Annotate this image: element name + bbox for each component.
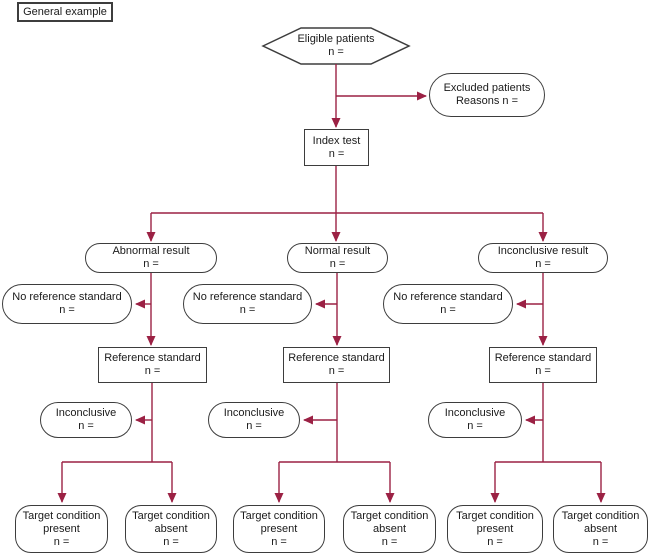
- node-qualifier: absent: [583, 522, 618, 535]
- node-n: n =: [329, 258, 346, 270]
- reference-standard-abnormal-node: [98, 347, 207, 383]
- inconclusive-result-node: [478, 243, 608, 273]
- node-n: n =: [328, 365, 345, 377]
- node-n: n =: [381, 535, 398, 548]
- node-label: Reference standard: [288, 352, 385, 364]
- node-n: n =: [59, 304, 75, 316]
- node-n: n =: [535, 258, 551, 270]
- no-reference-standard-abnormal-node: [2, 284, 132, 324]
- node-label: Reference standard: [494, 352, 592, 364]
- node-n: n =: [271, 535, 287, 548]
- node-n: n =: [144, 365, 161, 377]
- node-label: Inconclusive result: [497, 245, 589, 257]
- node-n: n =: [592, 535, 609, 548]
- target-present-abnormal-node: [15, 505, 108, 553]
- node-n: n =: [53, 535, 70, 548]
- node-n: n =: [440, 304, 456, 316]
- node-label: Excluded patients: [443, 82, 531, 94]
- node-label: Reference standard: [104, 352, 201, 364]
- inconclusive-inconclusive-node: [428, 402, 522, 438]
- node-label: Inconclusive: [55, 407, 117, 419]
- target-present-inconclusive-node: [447, 505, 543, 553]
- node-label: Abnormal result: [112, 245, 190, 257]
- node-n: n =: [78, 420, 94, 432]
- inconclusive-normal-node: [208, 402, 300, 438]
- node-label: No reference standard: [393, 291, 503, 303]
- node-n: n =: [246, 420, 262, 432]
- node-label: No reference standard: [192, 291, 303, 303]
- target-present-normal-node: [233, 505, 325, 553]
- node-label: Inconclusive: [223, 407, 285, 419]
- node-qualifier: absent: [372, 522, 407, 535]
- node-label: Target condition: [240, 509, 318, 522]
- node-n: n =: [328, 46, 344, 58]
- no-reference-standard-inconclusive-node: [383, 284, 513, 324]
- node-n: n =: [239, 304, 256, 316]
- eligible-patients-node: [263, 29, 409, 63]
- index-test-node: [304, 129, 369, 166]
- node-label: Target condition: [350, 509, 429, 522]
- node-label: Index test: [312, 134, 361, 147]
- node-label: Target condition: [561, 509, 640, 522]
- node-n: n =: [467, 420, 483, 432]
- inconclusive-abnormal-node: [40, 402, 132, 438]
- node-label: Eligible patients: [297, 33, 375, 45]
- node-label: Target condition: [22, 509, 101, 522]
- diagram-title-box: [17, 2, 113, 22]
- node-n: Reasons n =: [455, 95, 519, 107]
- node-label: Target condition: [132, 509, 210, 522]
- abnormal-result-node: [85, 243, 217, 273]
- node-label: Target condition: [456, 509, 534, 522]
- reference-standard-normal-node: [283, 347, 390, 383]
- diagram-title: General example: [23, 6, 107, 18]
- excluded-patients-node: [429, 73, 545, 117]
- reference-standard-inconclusive-node: [489, 347, 597, 383]
- node-qualifier: present: [260, 522, 298, 535]
- node-n: n =: [487, 535, 503, 548]
- node-n: n =: [163, 535, 179, 548]
- node-label: Normal result: [304, 245, 371, 257]
- node-label: No reference standard: [12, 291, 122, 303]
- node-qualifier: absent: [154, 522, 188, 535]
- node-label: Inconclusive: [444, 407, 506, 419]
- node-n: n =: [328, 147, 345, 160]
- target-absent-normal-node: [343, 505, 436, 553]
- node-n: n =: [143, 258, 159, 270]
- target-absent-inconclusive-node: [553, 505, 648, 553]
- normal-result-node: [287, 243, 388, 273]
- target-absent-abnormal-node: [125, 505, 217, 553]
- node-qualifier: present: [43, 522, 80, 535]
- node-n: n =: [535, 365, 551, 377]
- no-reference-standard-normal-node: [183, 284, 312, 324]
- node-qualifier: present: [476, 522, 514, 535]
